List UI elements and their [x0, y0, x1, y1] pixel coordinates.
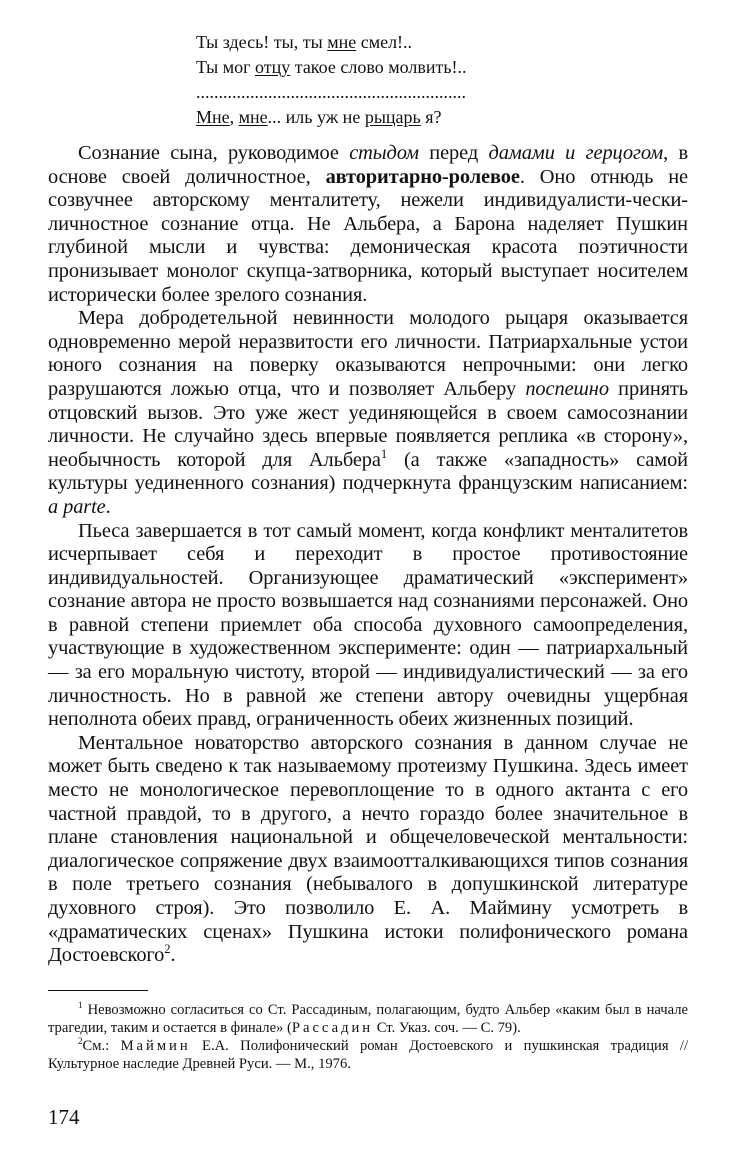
verse-line-3: Мне, мне... иль уж не рыцарь я?	[196, 107, 442, 127]
main-text	[48, 142, 688, 968]
verse-ellipsis-line: ............................................................	[196, 82, 466, 102]
underlined-word: мне	[327, 32, 357, 52]
underlined-word: рыцарь	[364, 107, 421, 127]
footnote-1: $^1$ Невозможно согласиться со Ст. Рассадиным, полагающим, будто Альбер «каким был в начале трагедии, таким и остается в финале» (Рассадин Ст. Указ. соч. — С. 79).	[48, 999, 688, 1036]
footnote-2: $^2$См.: Маймин Е.А. Полифонический роман Достоевского и пушкинская традиция // Культурное наследие Древней Руси. — М., 1976.	[48, 1035, 688, 1072]
underlined-word: отцу	[254, 57, 291, 77]
verse-line-1: Ты здесь! ты, ты мне смел!..	[196, 32, 413, 52]
paragraph-1: Сознание сына, руководимое стыдом перед дамами и герцогом, в основе своей доличностное, авторитарно-ролевое. Оно отнюдь не созвучнее авторскому менталитету, нежели индивидуалисти-чески-личностное сознание отца. Не Альбера, а Барона наделяет Пушкин глубиной мысли и чувства: демоническая красота поэтичности пронизывает монолог скупца-затворника, который выступает носителем исторически более зрелого сознания.	[48, 142, 688, 306]
epigraph-verse	[196, 30, 688, 130]
page-number: 174	[48, 1105, 80, 1129]
paragraph-2: Мера добродетельной невинности молодого рыцаря оказывается одновременно мерой неразвитости его личности. Патриархальные устои юного сознания на поверку оказываются непрочными: они легко разрушаются ложью отца, что и позволяет Альберу поспешно принять отцовский вызов. Это уже жест уединяющейся в своем самосознании личности. Не случайно здесь впервые появляется реплика «в сторону», необычность которой для Альбера$^1$ (а также «западность» самой культуры уединенного сознания) подчеркнута французским написанием: a parte.	[48, 307, 688, 518]
footnote-ref-1[interactable]: 1	[380, 446, 388, 461]
footnote-divider	[48, 990, 148, 991]
footnote-ref-2[interactable]: 2	[164, 942, 171, 957]
paragraph-3: Пьеса завершается в тот самый момент, когда конфликт менталитетов исчерпывает себя и переходит в простое противостояние индивидуальностей. Организующее драматический «эксперимент» сознание автора не просто возвышается над сознаниями персонажей. Оно в равной степени приемлет оба способа духовного самоопределения, участвующие в художественном эксперименте: один — патриархальный — за его моральную чистоту, второй — индивидуалистический — за его личностность. Но в равной же степени автору очевидны ущербная неполнота обеих правд, ограниченность обеих жизненных позиций.	[48, 519, 688, 731]
underlined-word: мне	[238, 107, 268, 127]
book-page	[48, 30, 688, 1073]
underlined-word: Мне	[196, 107, 230, 127]
verse-line-2: Ты мог отцу такое слово молвить!..	[196, 57, 467, 77]
paragraph-4: Ментальное новаторство авторского сознания в данном случае не может быть сведено к так называемому протеизму Пушкина. Здесь имеет место не монологическое перевоплощение то в одного актанта с его частной правдой, то в другого, а нечто гораздо более значительное в плане становления национальной и общечеловеческой ментальности: диалогическое сопряжение двух взаимоотталкивающихся типов сознания в поле третьего сознания (небывалого в допушкинской литературе духовного строя). Это позволило Е. А. Маймину усмотреть в «драматических сценах» Пушкина истоки полифонического романа Достоевского$^2$.	[48, 731, 688, 967]
